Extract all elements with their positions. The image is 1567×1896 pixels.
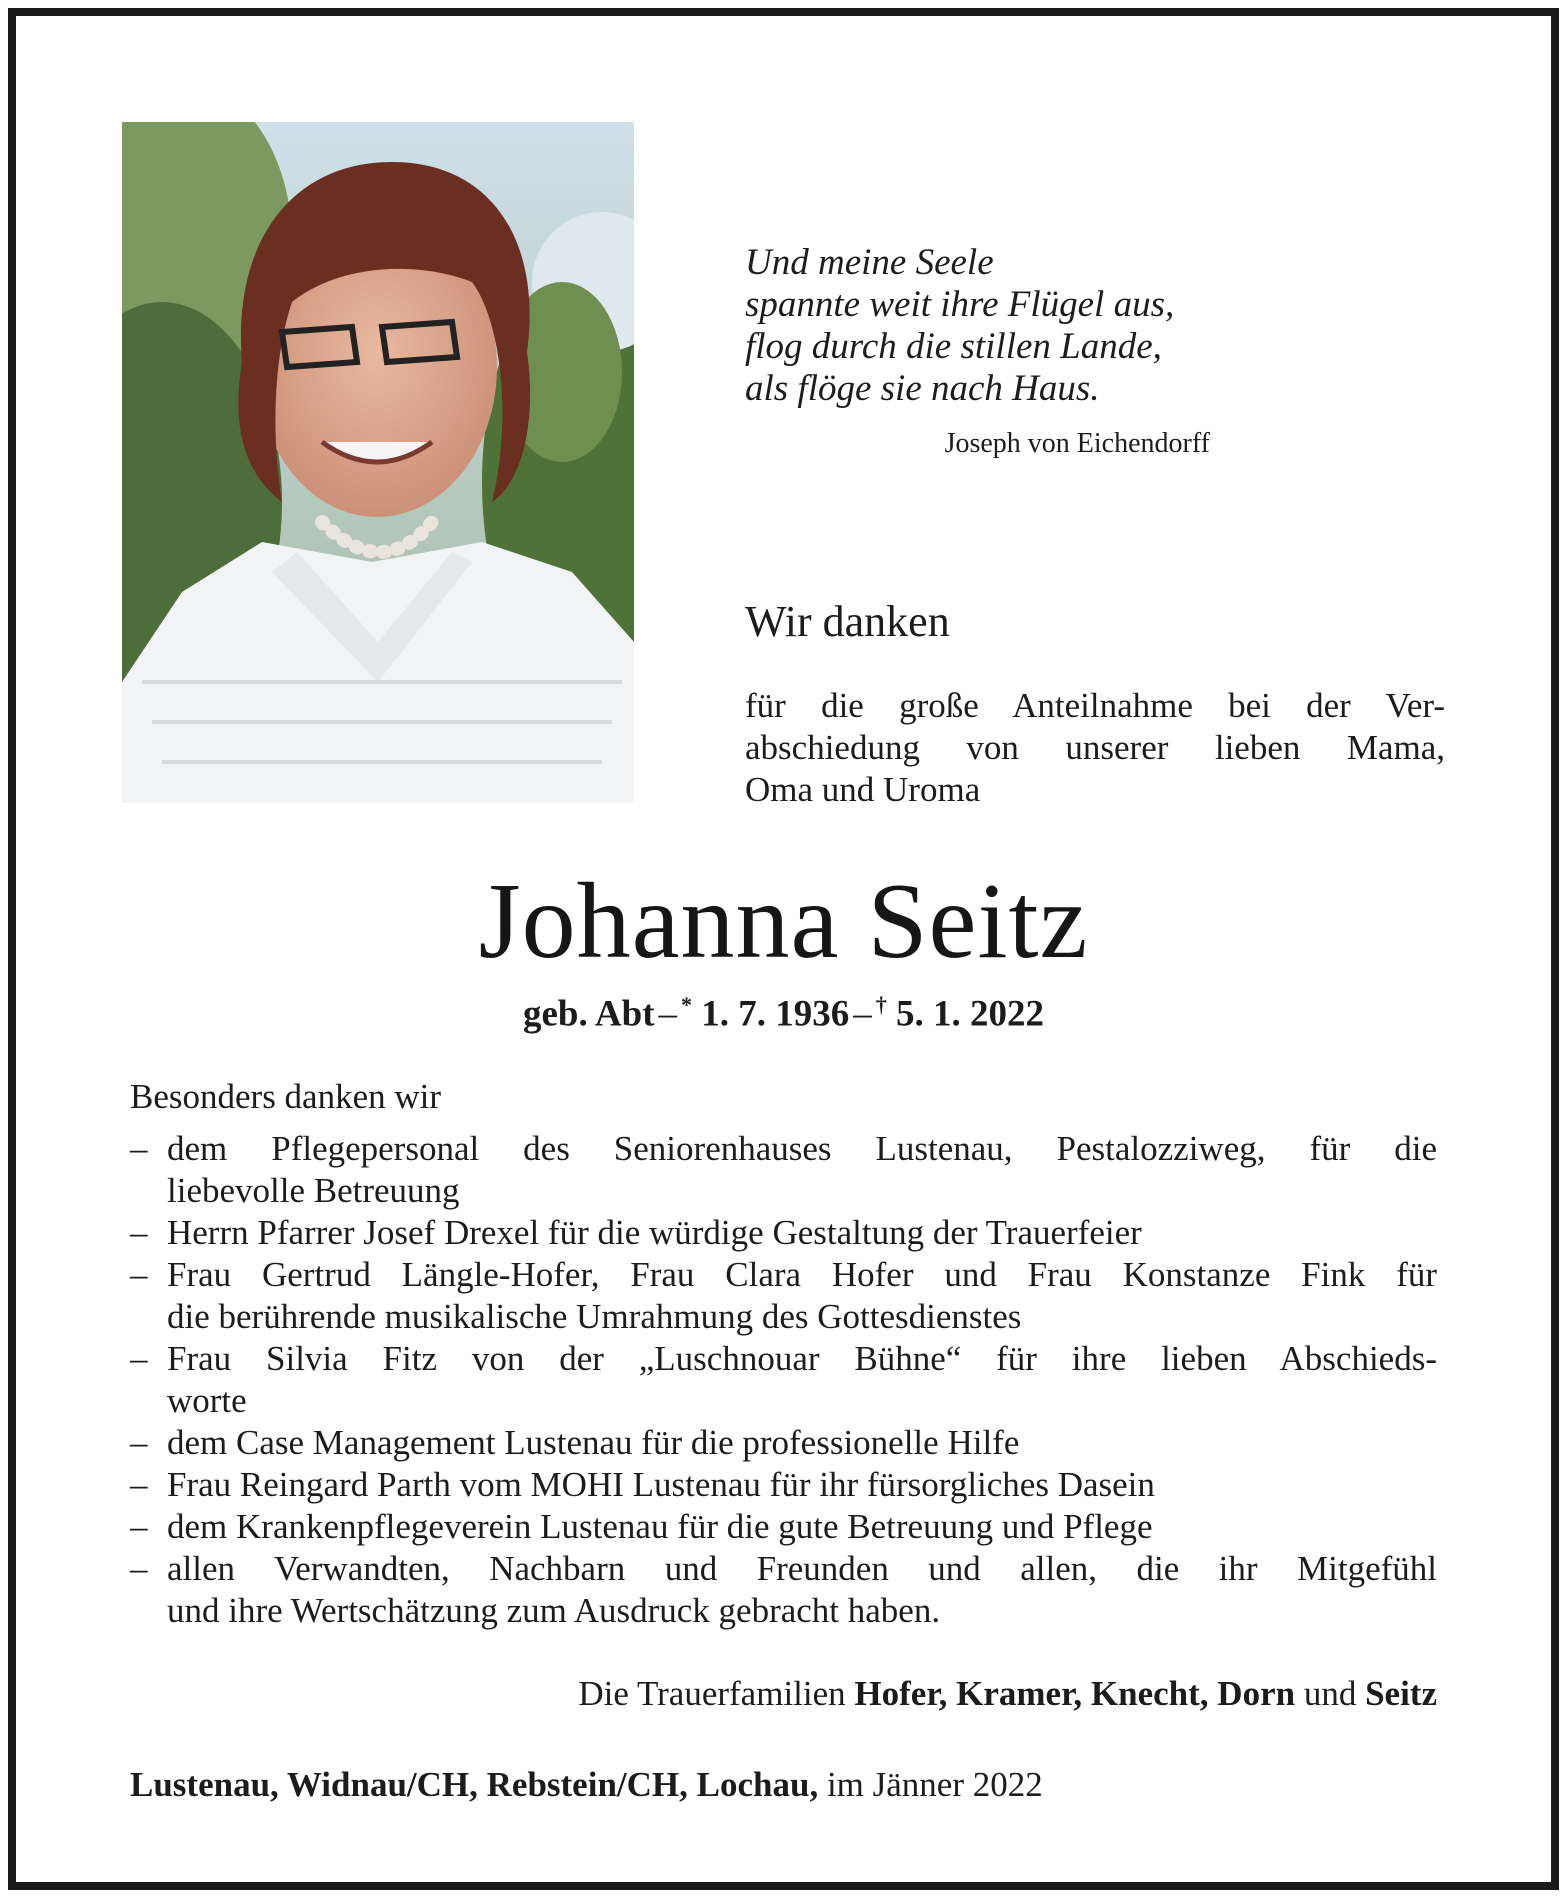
dash: –: [130, 1465, 148, 1504]
life-dates: [0, 992, 1567, 1035]
dash: –: [130, 1255, 148, 1294]
list-item-line: dem Pflegepersonal des Seniorenhauses Lustenau, Pestalozziweg, für die: [167, 1129, 1437, 1168]
dash: –: [130, 1507, 148, 1546]
poem-line: als flöge sie nach Haus.: [745, 368, 1100, 409]
list-item: [130, 1338, 1437, 1422]
list-item-line: dem Case Management Lustenau für die professionelle Hilfe: [167, 1423, 1020, 1462]
list-item-line: Frau Reingard Parth vom MOHI Lustenau für ihr fürsorgliches Dasein: [167, 1465, 1155, 1504]
death-mark: †: [875, 992, 887, 1017]
list-item: [130, 1212, 1437, 1254]
poem-author: Joseph von Eichendorff: [944, 428, 1210, 459]
deceased-name: Johanna Seitz: [478, 862, 1089, 981]
thanks-line: für die große Anteilnahme bei der Ver-: [745, 686, 1445, 725]
list-item-line: allen Verwandten, Nachbarn und Freunden und allen, die ihr Mitgefühl: [167, 1549, 1437, 1588]
birth-mark: *: [681, 992, 693, 1017]
list-item: [130, 1506, 1437, 1548]
special-thanks-list: [130, 1128, 1437, 1632]
places-date: [130, 1765, 1043, 1805]
poem-line: spannte weit ihre Flügel aus,: [745, 284, 1175, 325]
poem-line: flog durch die stillen Lande,: [745, 326, 1162, 367]
thanks-text: [745, 685, 1445, 811]
thanks-heading: Wir danken: [745, 597, 950, 646]
poem-line: Und meine Seele: [745, 242, 994, 283]
places-names: Lustenau, Widnau/CH, Rebstein/CH, Lochau,: [130, 1765, 819, 1804]
mourning-families: [300, 1674, 1437, 1714]
death-date: 5. 1. 2022: [896, 993, 1045, 1035]
list-item: [130, 1422, 1437, 1464]
list-item-line: Frau Gertrud Längle-Hofer, Frau Clara Hofer und Frau Konstanze Fink für: [167, 1255, 1437, 1294]
maiden-name: geb. Abt: [522, 993, 655, 1035]
separator: –: [658, 993, 678, 1035]
list-item-line: und ihre Wertschätzung zum Ausdruck gebracht haben.: [167, 1591, 941, 1630]
list-item: [130, 1464, 1437, 1506]
families-last: Seitz: [1365, 1674, 1437, 1713]
places-date-text: im Jänner 2022: [826, 1765, 1043, 1804]
list-item: [130, 1548, 1437, 1632]
dash: –: [130, 1213, 148, 1252]
dash: –: [130, 1423, 148, 1462]
special-thanks-heading: Besonders danken wir: [130, 1077, 442, 1116]
list-item-line: Herrn Pfarrer Josef Drexel für die würdige Gestaltung der Trauerfeier: [167, 1213, 1142, 1252]
families-prefix: Die Trauerfamilien: [578, 1674, 846, 1713]
separator: –: [853, 993, 872, 1035]
list-item-line: dem Krankenpflegeverein Lustenau für die gute Betreuung und Pflege: [167, 1507, 1153, 1546]
birth-date: 1. 7. 1936: [701, 993, 850, 1035]
dash: –: [130, 1339, 148, 1378]
dash: –: [130, 1129, 148, 1168]
list-item-line: liebevolle Betreuung: [167, 1171, 460, 1210]
families-names: Hofer, Kramer, Knecht, Dorn: [854, 1674, 1296, 1713]
portrait-photo: [122, 122, 634, 803]
list-item-line: worte: [167, 1381, 247, 1420]
dash: –: [130, 1549, 148, 1588]
thanks-line: abschiedung von unserer lieben Mama,: [745, 728, 1445, 767]
poem: [745, 242, 1174, 410]
thanks-line: Oma und Uroma: [745, 770, 981, 809]
list-item: [130, 1128, 1437, 1212]
list-item-line: die berührende musikalische Umrahmung des Gottesdienstes: [167, 1297, 1022, 1336]
list-item-line: Frau Silvia Fitz von der „Luschnouar Bühne“ für ihre lieben Abschieds-: [167, 1339, 1437, 1378]
families-conj: und: [1303, 1674, 1357, 1713]
list-item: [130, 1254, 1437, 1338]
